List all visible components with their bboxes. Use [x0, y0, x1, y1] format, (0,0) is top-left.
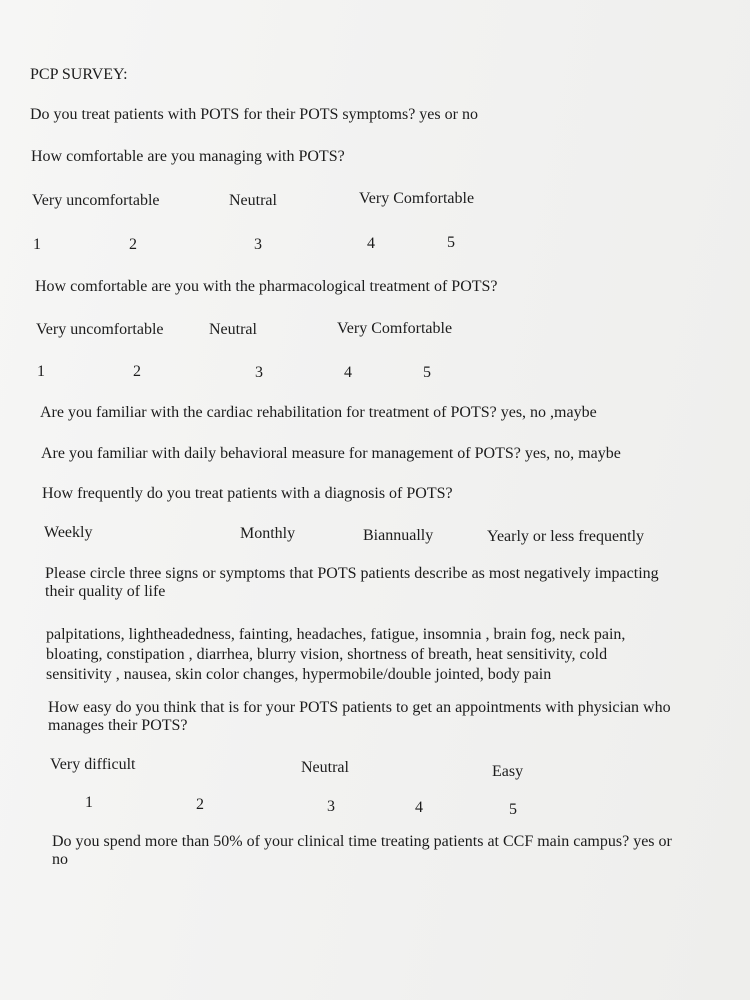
- q8-number-4: 4: [415, 799, 423, 816]
- survey-title: PCP SURVEY:: [30, 66, 128, 83]
- q6-option-weekly: Weekly: [44, 524, 93, 541]
- question-3-text: How comfortable are you with the pharmacological treatment of POTS?: [35, 278, 498, 295]
- symptoms-line-1: palpitations, lightheadedness, fainting, headaches, fatigue, insomnia , brain fog, neck pain,: [46, 626, 626, 643]
- q2-label-neutral: Neutral: [229, 192, 277, 209]
- q8-number-1: 1: [85, 794, 93, 811]
- q3-number-4: 4: [344, 364, 352, 381]
- question-1-text: Do you treat patients with POTS for their POTS symptoms? yes or no: [30, 106, 478, 123]
- q3-number-5: 5: [423, 364, 431, 381]
- q3-number-2: 2: [133, 363, 141, 380]
- q8-label-neutral: Neutral: [301, 759, 349, 776]
- question-2-text: How comfortable are you managing with POTS?: [31, 148, 345, 165]
- q3-label-very-comfortable: Very Comfortable: [337, 320, 453, 337]
- q3-number-3: 3: [255, 364, 263, 381]
- q3-number-1: 1: [37, 363, 45, 380]
- question-6-text: How frequently do you treat patients with a diagnosis of POTS?: [42, 485, 453, 502]
- question-8-text-line2: manages their POTS?: [48, 717, 188, 734]
- q2-number-4: 4: [367, 235, 375, 252]
- q3-label-neutral: Neutral: [209, 321, 257, 338]
- q2-number-2: 2: [129, 236, 137, 253]
- q2-label-very-uncomfortable: Very uncomfortable: [32, 192, 160, 209]
- symptoms-line-2: bloating, constipation , diarrhea, blurry vision, shortness of breath, heat sensitivity, cold: [46, 646, 608, 663]
- q6-option-biannually: Biannually: [363, 527, 434, 544]
- q6-option-monthly: Monthly: [240, 525, 296, 542]
- q2-label-very-comfortable: Very Comfortable: [359, 190, 475, 207]
- q2-number-1: 1: [33, 236, 41, 253]
- question-7-text-line2: their quality of life: [45, 583, 166, 600]
- q8-label-very-difficult: Very difficult: [50, 756, 136, 773]
- q8-number-3: 3: [327, 798, 335, 815]
- question-9-text-line1: Do you spend more than 50% of your clinical time treating patients at CCF main campus? yes or: [52, 833, 672, 850]
- question-5-text: Are you familiar with daily behavioral measure for management of POTS? yes, no, maybe: [41, 445, 621, 462]
- question-7-text-line1: Please circle three signs or symptoms that POTS patients describe as most negatively impacting: [45, 565, 659, 582]
- q8-number-5: 5: [509, 801, 517, 818]
- q2-number-3: 3: [254, 236, 262, 253]
- q6-option-yearly: Yearly or less frequently: [487, 528, 645, 545]
- question-9-text-line2: no: [52, 851, 68, 868]
- question-8-text-line1: How easy do you think that is for your POTS patients to get an appointments with physician who: [48, 699, 671, 716]
- q3-label-very-uncomfortable: Very uncomfortable: [36, 321, 164, 338]
- q2-number-5: 5: [447, 234, 455, 251]
- q8-number-2: 2: [196, 796, 204, 813]
- q8-label-easy: Easy: [492, 763, 524, 780]
- question-4-text: Are you familiar with the cardiac rehabilitation for treatment of POTS? yes, no ,maybe: [40, 404, 597, 421]
- symptoms-line-3: sensitivity , nausea, skin color changes, hypermobile/double jointed, body pain: [46, 666, 552, 683]
